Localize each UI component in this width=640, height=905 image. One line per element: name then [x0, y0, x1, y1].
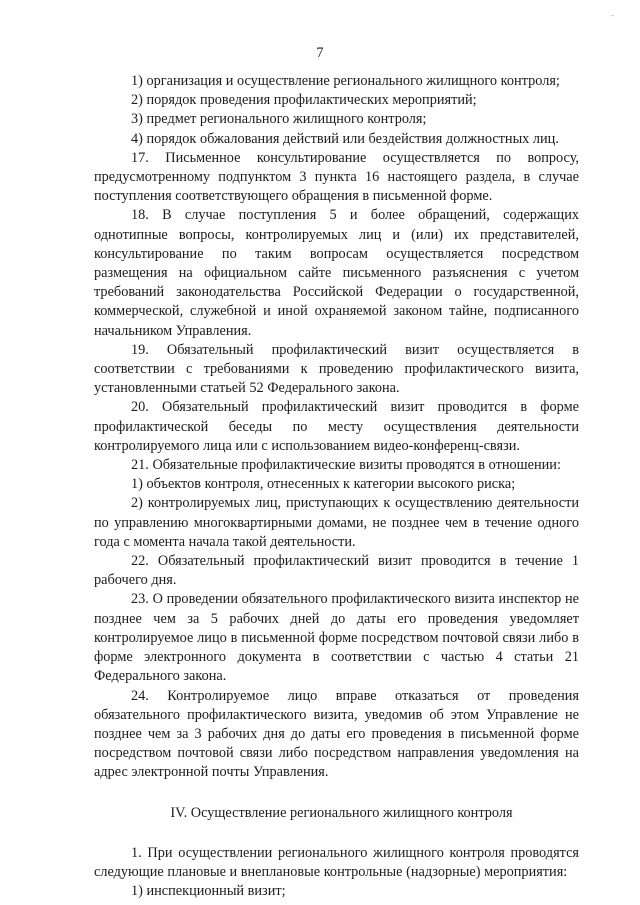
- list-item: 3) предмет регионального жилищного контроля;: [131, 111, 427, 128]
- paragraph-17: 17. Письменное консультирование осуществляется по вопросу, предусмотренному подпунктом 3 пункта 16 настоящего раздела, в случае поступления соответствующего обращения в письменной форме.: [94, 149, 579, 205]
- list-item: 1) инспекционный визит;: [131, 883, 286, 900]
- page-number: 7: [316, 45, 324, 61]
- spacer: [94, 823, 579, 844]
- section-heading: IV. Осуществление регионального жилищного контроля: [170, 804, 513, 821]
- paragraph-23: 23. О проведении обязательного профилактического визита инспектор не позднее чем за 5 рабочих дней до даты его проведения уведомляет контролируемое лицо в письменной форме посредством почтовой связи либо в форме электронного документа в соответствии с частью 4 статьи 21 Федерального закона.: [94, 591, 579, 685]
- paragraph-21: 21. Обязательные профилактические визиты проводятся в отношении:: [131, 457, 561, 474]
- section-paragraph-1: 1. При осуществлении регионального жилищного контроля проводятся следующие плановые и внеплановые контрольные (надзорные) мероприятия:: [94, 844, 579, 880]
- list-item: 2) контролируемых лиц, приступающих к осуществлению деятельности по управлению многоквартирными домами, не позднее чем в течение одного года с момента начала такой деятельности.: [94, 495, 579, 550]
- list-item: 1) объектов контроля, отнесенных к категории высокого риска;: [131, 476, 516, 493]
- paragraph-24: 24. Контролируемое лицо вправе отказаться от проведения обязательного профилактического визита, уведомив об этом Управление не позднее чем за 3 рабочих дня до даты его проведения в письменной форме посредством почтовой связи либо посредством направления уведомления на адрес электронной почты Управления.: [94, 687, 579, 781]
- list-item: 1) организация и осуществление регионального жилищного контроля;: [131, 73, 560, 89]
- paragraph-18: 18. В случае поступления 5 и более обращений, содержащих однотипные вопросы, контролируемых лиц и (или) их представителей, консультирование по таким вопросам осуществляется посредством размещения на официальном сайте письменного разъяснения с учетом требований законодательства Российской Федерации о государственной, коммерческой, служебной и иной охраняемой законом тайне, подписанного начальником Управления.: [94, 207, 579, 339]
- list-item: 4) порядок обжалования действий или бездействия должностных лиц.: [131, 130, 559, 147]
- paragraph-22: 22. Обязательный профилактический визит проводится в течение 1 рабочего дня.: [94, 553, 579, 589]
- list-item: 2) порядок проведения профилактических мероприятий;: [131, 92, 477, 109]
- corner-mark: -: [611, 10, 614, 20]
- paragraph-20: 20. Обязательный профилактический визит проводится в форме профилактической беседы по месту осуществления деятельности контролируемого лица или с использованием видео-конференц-связи.: [94, 399, 579, 454]
- document-body: [94, 72, 579, 901]
- spacer: [94, 783, 579, 804]
- paragraph-19: 19. Обязательный профилактический визит осуществляется в соответствии с требованиями к проведению профилактического визита, установленными статьей 52 Федерального закона.: [94, 341, 579, 397]
